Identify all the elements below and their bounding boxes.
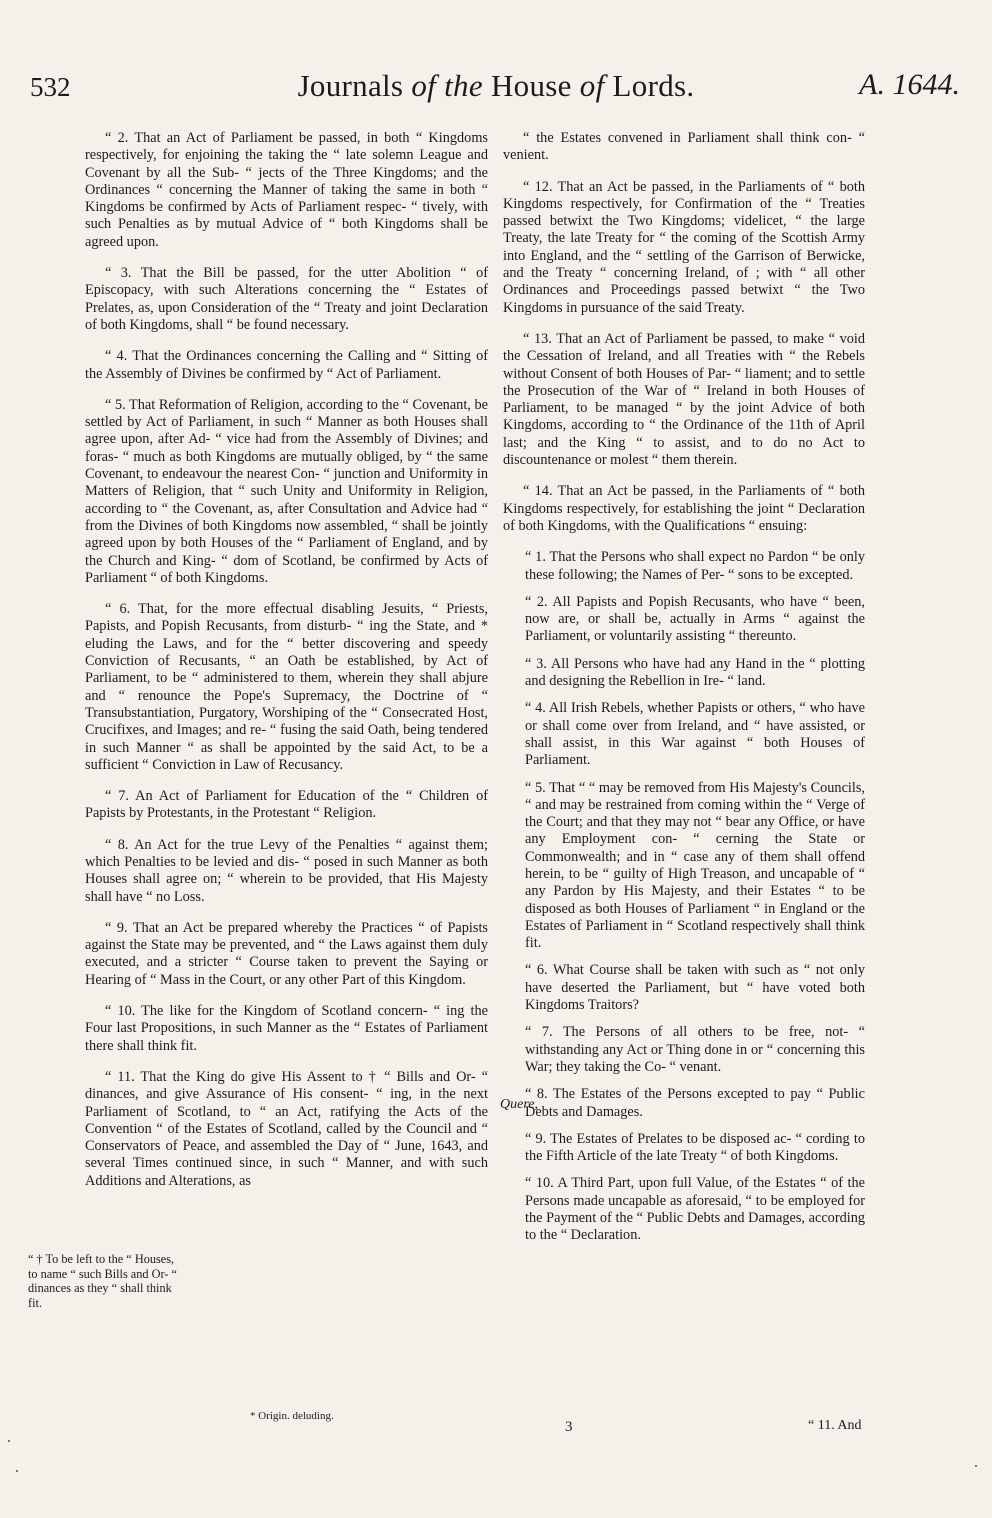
right-column [503,130,865,1255]
page-number: 532 [30,72,71,102]
paragraph: “ 13. That an Act of Parliament be passed, to make “ void the Cessation of Ireland, and all Treaties with “ the Rebels without Consent of both Houses of Par- “ liament; and to settle the Prosecution of the War of “ Ireland in both Houses of Parliament, to be managed “ by the joint Advice of both Kingdoms, according to “ the Ordinance of the 11th of April last; and the King “ to assist, and to do no Act to discountenance or molest “ them therein. [503,330,865,469]
margin-note: “ † To be left to the “ Houses, to name “ such Bills and Or- “ dinances as they “ shall think fit. [28,1252,177,1310]
paragraph: “ 7. An Act of Parliament for Education of the “ Children of Papists by Protestants, in the Protestant “ Religion. [85,788,488,822]
paragraph: “ the Estates convened in Parliament shall think con- “ venient. [503,130,865,164]
qualification-item: “ 8. The Estates of the Persons excepted to pay “ Public Debts and Damages. [525,1086,865,1120]
catchword: “ 11. And [808,1418,862,1433]
qualification-item: “ 6. What Course shall be taken with such as “ not only have deserted the Parliament, but “ have voted both Kingdoms Traitors? [525,962,865,1014]
paper-speck [975,1465,977,1467]
paragraph: “ 12. That an Act be passed, in the Parliaments of “ both Kingdoms respectively, for Confirmation of the “ Treaties passed betwixt the Two Kingdoms; videlicet, “ the large Treaty, the late Treaty for “ the coming of the Scottish Army into England, and the “ settling of the Garrison of Berwicke, and the Treaty “ concerning Ireland, of ; with “ all other Ordinances and Proceedings passed betwixt “ the Two Kingdoms in pursuance of the said Treaty. [503,178,865,316]
paragraph: “ 9. That an Act be prepared whereby the Practices “ of Papists against the State may be prevented, and “ the Laws against them duly executed, and a stricter “ Course taken to prevent the Saying or Hearing of “ Mass in the Court, or any other Part of this Kingdom. [85,919,488,988]
paragraph: “ 6. That, for the more effectual disabling Jesuits, “ Priests, Papists, and Popish Recusants, from disturb- “ ing the State, and * eluding the Laws, and for the “ better discovering and speedy Conviction of Recusants, “ an Oath be established, by Act of Parliament, to be “ administered to them, wherein they shall abjure and “ renounce the Pope's Supremacy, the Doctrine of “ Transubstantiation, Purgatory, Worshiping of the “ Consecrated Host, Crucifixes, and Images; and re- “ fusing the said Oath, being tendered in such Manner “ as shall be appointed by the said Act, to be a sufficient “ Conviction in Law of Recusancy. [85,601,488,773]
paper-speck [8,1440,10,1442]
title-word: the [444,68,483,103]
qualification-item: “ 5. That “ “ may be removed from His Majesty's Councils, “ and may be restrained from coming within the “ Verge of the Court; and that they may not “ bear any Office, or have any Employment con- “ cerning the State or Commonwealth; and in “ case any of them shall offend herein, to be “ guilty of High Treason, and uncapable of “ any Pardon by His Majesty, and their Estates “ to be disposed as both Houses of Parliament “ in England or the Estates of Parliament in “ Scotland respectively shall think fit. [525,779,865,952]
qualification-item: “ 9. The Estates of Prelates to be disposed ac- “ cording to the Fifth Article of the late Treaty “ of both Kingdoms. [525,1130,865,1165]
qualification-item: “ 7. The Persons of all others to be free, not- “ withstanding any Act or Thing done in or “ concerning this War; they taking the Co- “ venant. [525,1024,865,1075]
footnote: * Origin. deluding. [250,1410,334,1422]
title-word: of [579,68,605,103]
title-word: Lords. [612,68,695,103]
paragraph: “ 14. That an Act be passed, in the Parliaments of “ both Kingdoms respectively, for establishing the joint “ Declaration of both Kingdoms, with the Qualifications “ ensuing: [503,483,865,534]
paragraph: “ 3. That the Bill be passed, for the utter Abolition “ of Episcopacy, with such Alterations concerning the “ Estates of Prelates, as, upon Consideration of the “ Treaty and joint Declaration of both Kingdoms, shall “ be found necessary. [85,265,488,333]
query-margin-note: Quere, [500,1097,538,1112]
left-column [85,130,488,1204]
paragraph: “ 5. That Reformation of Religion, according to the “ Covenant, be settled by Act of Parliament, in such “ Manner as both Houses shall agree upon, after Ad- “ vice had from the Assembly of Divines; and foras- “ much as both Kingdoms are mutually obliged, by “ the same Covenant, to endeavour the nearest Con- “ junction and Uniformity in Matters of Religion, that “ such Unity and Uniformity in Religion, according to “ the Covenant, as, after Consultation and Advice had “ from the Divines of both Kingdoms now assembled, “ shall be jointly agreed upon by both Houses of the “ Parliament of England, and by the Church and King- “ dom of Scotland, be confirmed by Acts of Parliament “ of both Kingdoms. [85,396,488,586]
paragraph: “ 4. That the Ordinances concerning the Calling and “ Sitting of the Assembly of Divines be confirmed by “ Act of Parliament. [85,348,488,382]
page-header [0,66,992,126]
title-word: of [411,68,437,103]
paragraph: “ 2. That an Act of Parliament be passed, in both “ Kingdoms respectively, for enjoining the taking the “ late solemn League and Covenant by all the Sub- “ jects of the Three Kingdoms; and the Ordinances “ concerning the Manner of taking the same in both “ Kingdoms be confirmed by Acts of Parliament respec- “ tively, with such Penalties as by mutual Advice of “ both Kingdoms shall be agreed upon. [85,130,488,250]
qualification-item: “ 2. All Papists and Popish Recusants, who have “ been, now are, or shall be, actually in Arms “ against the Parliament, or voluntarily assisting “ thereunto. [525,593,865,645]
title-word: House [490,68,572,103]
qualification-item: “ 4. All Irish Rebels, whether Papists or others, “ who have or shall come over from Ireland, and “ have assisted, or shall assist, in this War against “ both Houses of Parliament. [525,700,865,769]
paper-speck [16,1470,18,1472]
title-word: Journals [297,68,404,103]
signature-mark: 3 [565,1419,573,1435]
qualification-item: “ 10. A Third Part, upon full Value, of the Estates “ of the Persons made uncapable as aforesaid, “ to be employed for the Payment of the “ Public Debts and Damages, according to the “ Declaration. [525,1175,865,1244]
paragraph: “ 11. That the King do give His Assent to † “ Bills and Or- “ dinances, and give Assurance of His consent- “ ing, in the next Parliament of Scotland, to “ an Act, ratifying the Acts of the Convention “ of the Estates of Scotland, called by the Council and “ Conservators of Peace, and assembled the Day of “ June, 1643, and several Times continued since, in such “ Manner, and with such Additions and Alterations, as [85,1068,488,1189]
year-heading: A. 1644. [859,68,960,101]
qualification-item: “ 3. All Persons who have had any Hand in the “ plotting and designing the Rebellion in Ire- “ land. [525,655,865,690]
paragraph: “ 8. An Act for the true Levy of the Penalties “ against them; which Penalties to be levied and dis- “ posed in such Manner as both Houses shall agree on; “ wherein to be provided, that His Majesty shall have “ no Loss. [85,836,488,905]
qualification-item: “ 1. That the Persons who shall expect no Pardon “ be only these following; the Names of Per- “ sons to be excepted. [525,549,865,583]
running-title [0,68,992,104]
paragraph: “ 10. The like for the Kingdom of Scotland concern- “ ing the Four last Propositions, in such Manner as the “ Estates of Parliament there shall think fit. [85,1003,488,1054]
